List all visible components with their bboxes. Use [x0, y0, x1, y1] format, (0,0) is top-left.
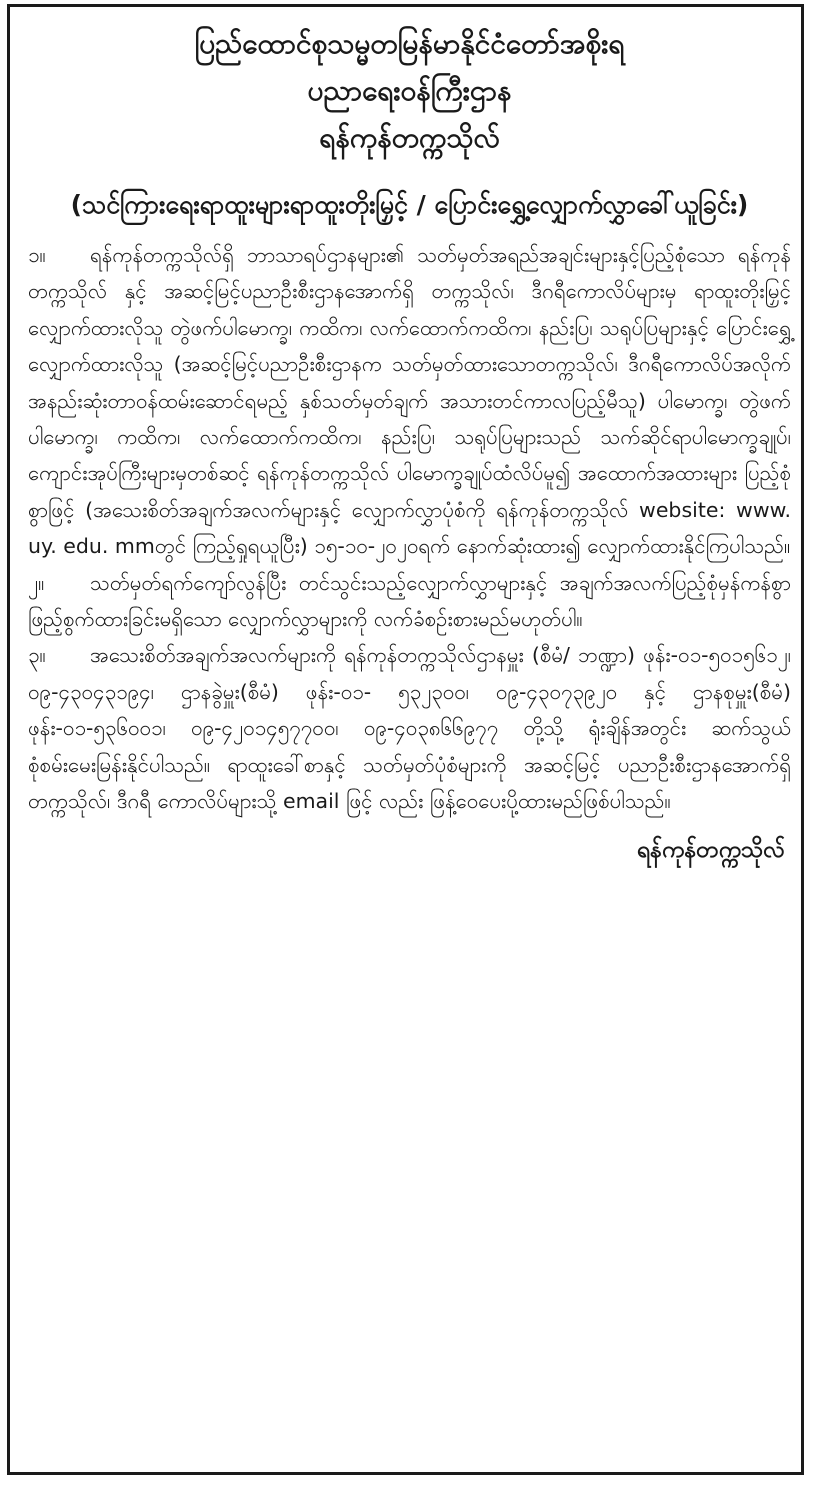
paragraph-number: ၂။ [28, 570, 45, 595]
government-title: ပြည်ထောင်စုသမ္မတမြန်မာနိုင်ငံတော်အစိုးရ [194, 27, 625, 60]
signature: ရန်ကုန်တက္ကသိုလ် [636, 836, 785, 863]
announcement [28, 20, 791, 870]
paragraph-number: ၃။ [28, 643, 46, 668]
paragraph-text: အသေးစိတ်အချက်အလက်များကို ရန်ကုန်တက္ကသိုလ်ဌာနမှူး (စီမံ/ ဘဏ္ဍာ) ဖုန်း-၀၁-၅၀၁၅၆၁၂၊ ၀၉-၄၃၀၄၃၁၉၄၊ ဌာနခွဲမှူး(စီမံ) ဖုန်း-၀၁- ၅၃၂၃၀၀၊ ၀၉-၄၃၀၇၃၉၂၀ နှင့် ဌာနစုမှူး(စီမံ) ဖုန်း-၀၁-၅၃၆၀၀၁၊ ၀၉-၄၂၀၁၄၅၇၇၀၀၊ ၀၉-၄၀၃၈၆၆၉၇၇ တို့သို့ ရုံးချိန်အတွင်း ဆက်သွယ် စုံစမ်းမေးမြန်းနိုင်ပါသည်။ ရာထူးခေါ်စာနှင့် သတ်မှတ်ပုံစံများကို အဆင့်မြင့် ပညာဦးစီးဌာနအောက်ရှိ တက္ကသိုလ်၊ ဒီဂရီ ကောလိပ်များသို့ email ဖြင့် လည်း ဖြန့်ဝေပေးပို့ထားမည်ဖြစ်ပါသည်။ [28, 643, 791, 814]
university-title: ရန်ကုန်တက္ကသိုလ် [319, 121, 500, 154]
paragraph-text: သတ်မှတ်ရက်ကျော်လွန်ပြီး တင်သွင်းသည့်လျှောက်လွှာများနှင့် အချက်အလက်ပြည့်စုံမှန်ကန်စွာ ဖြည့်စွက်ထားခြင်းမရှိသော လျှောက်လွှာများကို လက်ခံစဉ်းစားမည်မဟုတ်ပါ။ [28, 570, 791, 632]
notice-subtitle: (သင်ကြားရေးရာထူးများရာထူးတိုးမြှင့် / ပြောင်းရွှေ့လျှောက်လွှာခေါ်ယူခြင်း) [70, 190, 749, 219]
paragraph-2 [28, 565, 791, 638]
paragraph-text: ရန်ကုန်တက္ကသိုလ်ရှိ ဘာသာရပ်ဌာနများ၏ သတ်မှတ်အရည်အချင်းများနှင့်ပြည့်စုံသော ရန်ကုန်တက္ကသိုလ် နှင့် အဆင့်မြင့်ပညာဦးစီးဌာနအောက်ရှိ တက္ကသိုလ်၊ ဒီဂရီကောလိပ်များမှ ရာထူးတိုးမြှင့်လျှောက်ထားလိုသူ တွဲဖက်ပါမောက္ခ၊ ကထိက၊ လက်ထောက်ကထိက၊ နည်းပြ၊ သရုပ်ပြများနှင့် ပြောင်းရွှေ့လျှောက်ထားလိုသူ (အဆင့်မြင့်ပညာဦးစီးဌာနက သတ်မှတ်ထားသောတက္ကသိုလ်၊ ဒီဂရီကောလိပ်အလိုက် အနည်းဆုံးတာဝန်ထမ်းဆောင်ရမည့် နှစ်သတ်မှတ်ချက် အသားတင်ကာလပြည့်မီသူ) ပါမောက္ခ၊ တွဲဖက်ပါမောက္ခ၊ ကထိက၊ လက်ထောက်ကထိက၊ နည်းပြ၊ သရုပ်ပြများသည် သက်ဆိုင်ရာပါမောက္ခချုပ်၊ ကျောင်းအုပ်ကြီးများမှတစ်ဆင့် ရန်ကုန်တက္ကသိုလ် ပါမောက္ခချုပ်ထံလိပ်မူ၍ အထောက်အထားများ ပြည့်စုံစွာဖြင့် (အသေးစိတ်အချက်အလက်များနှင့် လျှောက်လွှာပုံစံကို ရန်ကုန်တက္ကသိုလ် website: www. uy. edu. mmတွင် ကြည့်ရှုရယူပြီး) ၁၅-၁၀-၂၀၂၀ရက် နောက်ဆုံးထား၍ လျှောက်ထားနိုင်ကြပါသည်။ [28, 243, 791, 559]
paragraph-number: ၁။ [28, 243, 46, 267]
paragraph-3 [28, 637, 791, 819]
header [28, 20, 791, 161]
ministry-title: ပညာရေးဝန်ကြီးဌာန [307, 74, 512, 107]
paragraph-1 [28, 237, 791, 565]
